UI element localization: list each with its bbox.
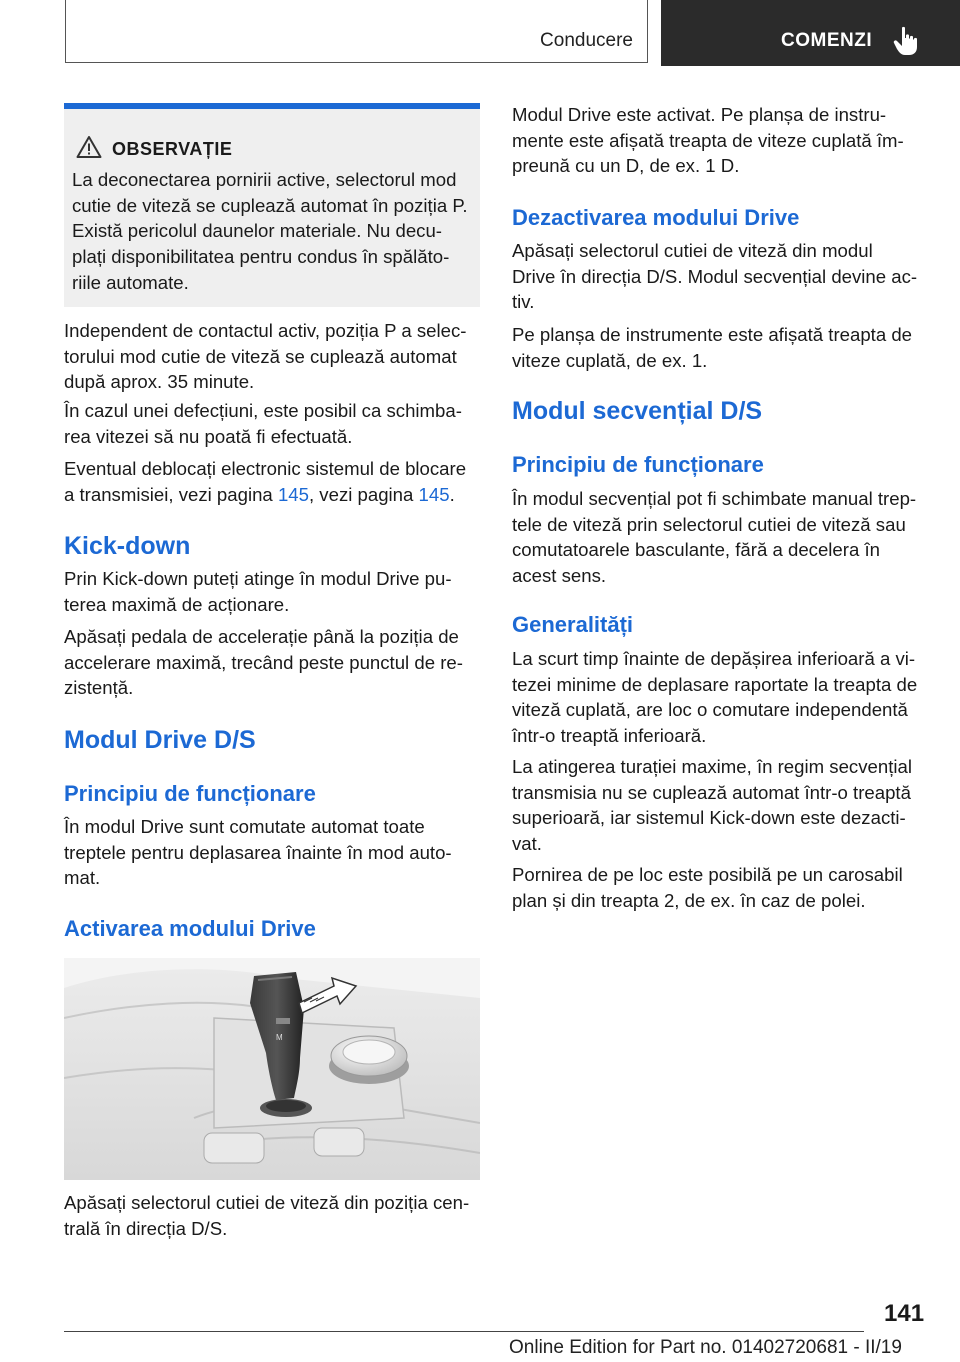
warning-title: OBSERVAȚIE <box>112 139 233 159</box>
section-label: Conducere <box>540 30 633 51</box>
page-header <box>0 0 960 66</box>
paragraph-general-max-rpm: La atingerea turației maxime, în regim secvențial transmisia nu se cuplează automat într-o treaptă superioară, iar sistemul Kick-down este dezacti‐ vat. <box>512 756 912 855</box>
heading-drive-principle: Principiu de funcționare <box>64 781 316 806</box>
heading-kick-down: Kick-down <box>64 532 191 560</box>
paragraph-general-start: Pornirea de pe loc este posibilă pe un carosabil plan și din treapta 2, de ex. în caz de polei. <box>512 864 903 911</box>
pointing-hand-icon <box>893 26 919 56</box>
heading-sequential-principle: Principiu de funcționare <box>512 452 764 477</box>
paragraph-drive-principle: În modul Drive sunt comutate automat toate treptele pentru deplasarea înainte în mod auto‐ mat. <box>64 816 452 889</box>
warning-box <box>64 103 480 307</box>
chapter-label: COMENZI <box>781 30 873 51</box>
heading-drive-deactivation: Dezactivarea modului Drive <box>512 205 800 230</box>
paragraph-sequential-principle: În modul secvențial pot fi schimbate manual trep‐ tele de viteză prin selectorul cutiei de viteză sau comutatoarele basculante, fără a decelera în acest sens. <box>512 488 917 587</box>
edition-note: Online Edition for Part no. 01402720681 - II/19 <box>509 1337 902 1358</box>
paragraph-drive-activated: Modul Drive este activat. Pe planșa de instru‐ mente este afișată treapta de viteze cuplată îm‐ preună cu un D, de ex. 1 D. <box>512 104 904 177</box>
paragraph-general-downshift: La scurt timp înainte de depășirea inferioară a vi‐ tezei minime de deplasare raportate la treapta de viteză cuplată, are loc o comutare independentă într-o treaptă inferioară. <box>512 648 918 747</box>
paragraph-deactivation: Apăsați selectorul cutiei de viteză din modul Drive în direcția D/S. Modul secvențial devine ac‐ tiv. <box>512 240 918 313</box>
paragraph-kick-down-pedal: Apăsați pedala de accelerație până la poziția de accelerare maximă, trecând peste punctul de re‐ zistență. <box>64 626 463 699</box>
section-tab[interactable] <box>65 0 648 63</box>
footer-divider <box>64 1331 864 1332</box>
paragraph-kick-down: Prin Kick-down puteți atinge în modul Drive pu‐ terea maximă de acționare. <box>64 568 452 615</box>
heading-general: Generalități <box>512 612 634 637</box>
page-link-145[interactable]: 145 <box>277 483 309 505</box>
warning-text: La deconectarea pornirii active, selectorul mod cutie de viteză se cuplează automat în poziția P. Există pericolul daunelor materiale. Nu decu‐ plați disponibilitatea pentru condus în spălăto‐ riile automate. <box>72 169 468 293</box>
heading-sequential-mode: Modul secvențial D/S <box>512 397 763 425</box>
paragraph-malfunction: În cazul unei defecțiuni, este posibil ca schimba‐ rea vitezei să nu poată fi efectuată. <box>64 400 462 447</box>
paragraph-deactivation-display: Pe planșa de instrumente este afișată treapta de viteze cuplată, de ex. 1. <box>512 324 913 371</box>
heading-drive-mode: Modul Drive D/S <box>64 726 256 754</box>
warning-triangle-icon <box>76 135 102 159</box>
heading-drive-activation: Activarea modului Drive <box>64 916 316 941</box>
page-link-145-second[interactable]: 145 <box>418 483 450 505</box>
paragraph-unlock: Eventual deblocați electronic sistemul de blocare a transmisiei, vezi pagina 145, vezi pagina 145. <box>64 458 467 505</box>
photo-caption: Apăsați selectorul cutiei de viteză din poziția cen‐ trală în direcția D/S. <box>64 1192 470 1239</box>
gear-selector-illustration <box>64 958 480 1180</box>
page-number: 141 <box>884 1300 925 1327</box>
paragraph-auto-park: Independent de contactul activ, poziția P a selec‐ torului mod cutie de viteză se cuplează automat după aprox. 35 minute. <box>64 320 467 393</box>
svg-text:M: M <box>276 1033 283 1042</box>
